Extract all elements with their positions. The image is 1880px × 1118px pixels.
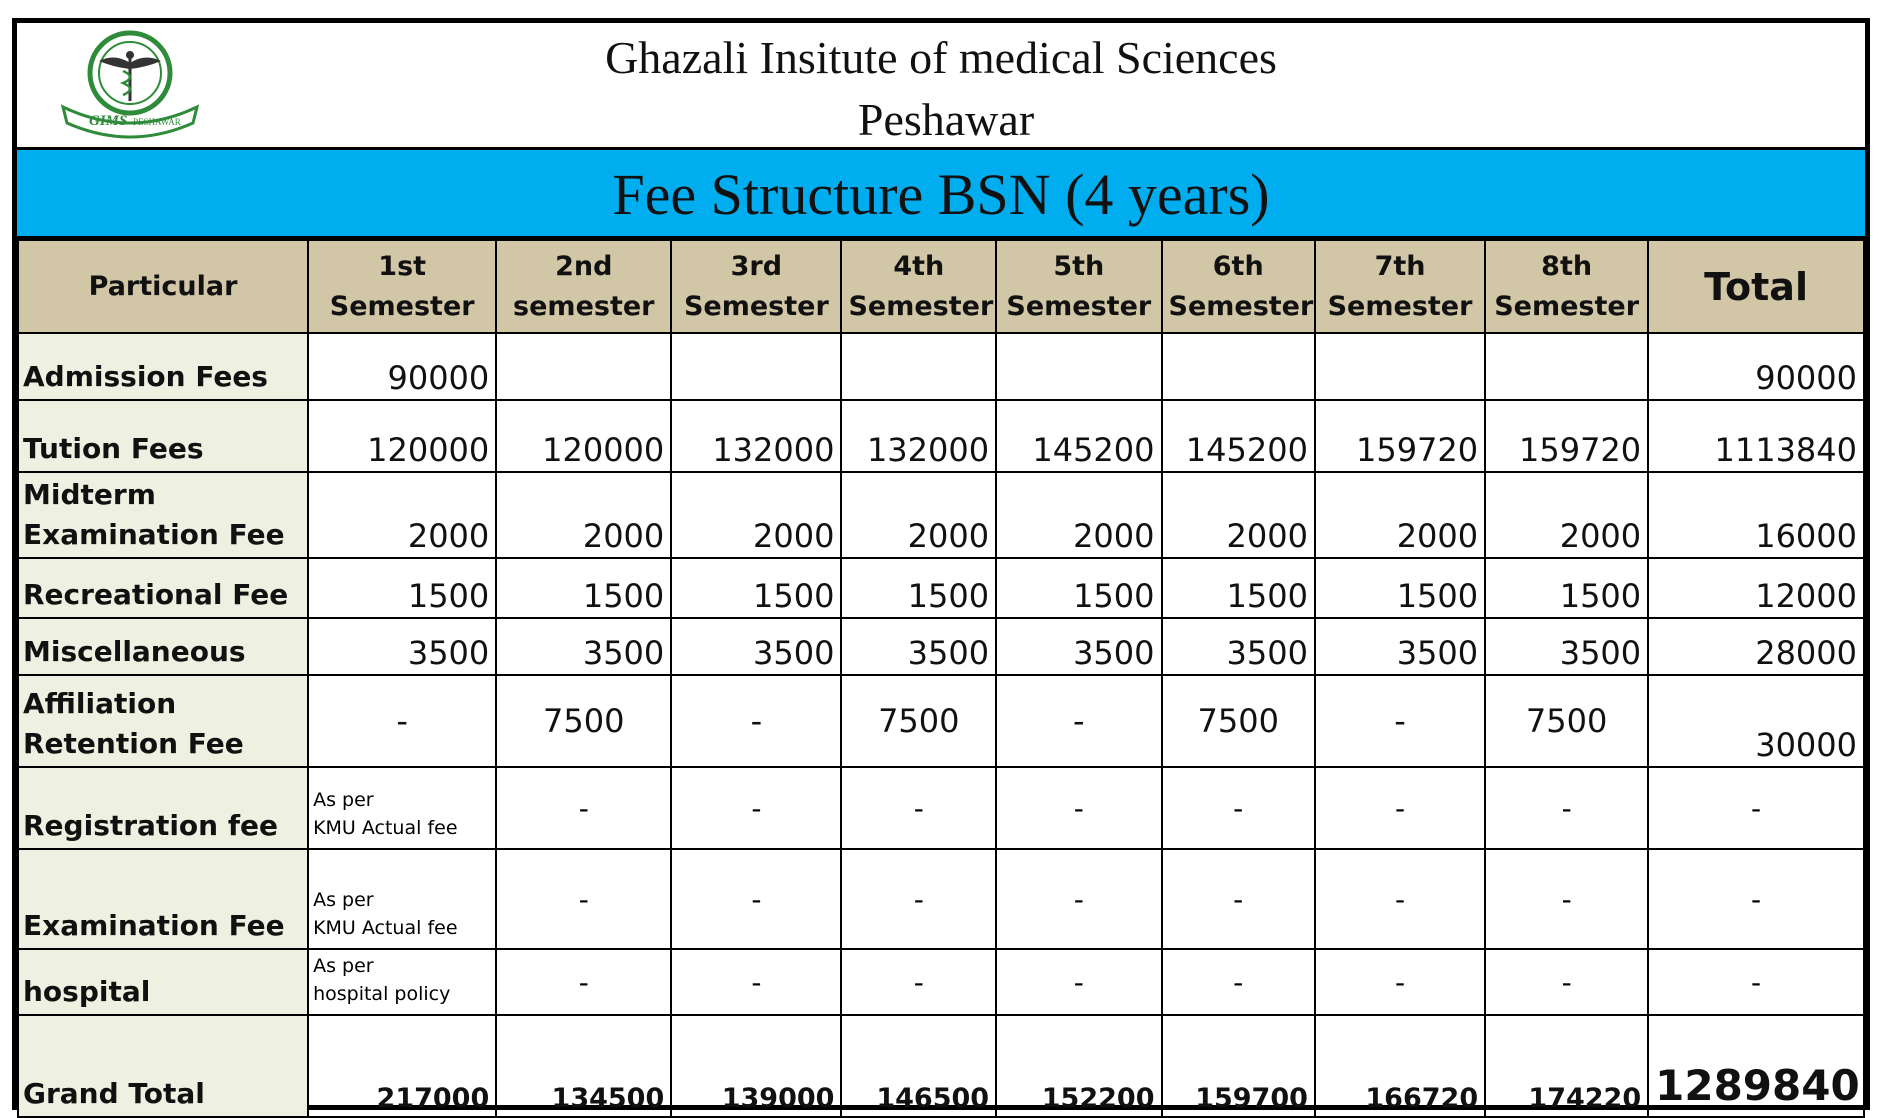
dash-cell: - — [996, 949, 1161, 1015]
table-row — [18, 767, 1864, 849]
value-cell: 152200 — [996, 1015, 1161, 1117]
row-label: Admission Fees — [18, 333, 308, 400]
dash-cell: - — [996, 767, 1161, 849]
value-cell: 2000 — [1315, 472, 1485, 558]
row-label: Tution Fees — [18, 400, 308, 472]
institute-line2: Peshawar — [857, 94, 1035, 145]
dash-cell: - — [996, 849, 1161, 949]
dash-cell: - — [1648, 849, 1864, 949]
row-label: Examination Fee — [18, 849, 308, 949]
table-row — [18, 400, 1864, 472]
value-cell: 1500 — [1315, 558, 1485, 618]
value-cell — [496, 333, 671, 400]
value-cell: 1500 — [308, 558, 496, 618]
dash-cell: - — [1162, 949, 1315, 1015]
value-cell: 159720 — [1315, 400, 1485, 472]
total-cell: 16000 — [1648, 472, 1864, 558]
column-header-sem3: 3rd Semester — [671, 240, 841, 333]
value-cell: 132000 — [671, 400, 841, 472]
institute-line1: Ghazali Insitute of medical Sciences — [605, 32, 1277, 83]
value-cell: 2000 — [1162, 472, 1315, 558]
value-cell: 146500 — [841, 1015, 996, 1117]
value-cell: 3500 — [308, 618, 496, 675]
value-cell: 3500 — [671, 618, 841, 675]
table-row — [18, 949, 1864, 1015]
value-cell: 7500 — [1162, 675, 1315, 767]
value-cell: 166720 — [1315, 1015, 1485, 1117]
value-cell: 2000 — [496, 472, 671, 558]
total-cell: 1289840 — [1648, 1015, 1864, 1117]
note-cell: As per KMU Actual fee — [308, 767, 496, 849]
value-cell: 134500 — [496, 1015, 671, 1117]
value-cell: 1500 — [841, 558, 996, 618]
value-cell: - — [671, 675, 841, 767]
row-label: hospital — [18, 949, 308, 1015]
fee-document — [12, 18, 1870, 1114]
column-header-particular: Particular — [18, 240, 308, 333]
note-cell: As per KMU Actual fee — [308, 849, 496, 949]
value-cell: 132000 — [841, 400, 996, 472]
value-cell: 145200 — [1162, 400, 1315, 472]
value-cell — [1485, 333, 1648, 400]
dash-cell: - — [496, 767, 671, 849]
dash-cell: - — [841, 849, 996, 949]
column-header-sem2: 2nd semester — [496, 240, 671, 333]
value-cell: 139000 — [671, 1015, 841, 1117]
table-row — [18, 1015, 1864, 1117]
value-cell: 1500 — [996, 558, 1161, 618]
dash-cell: - — [841, 767, 996, 849]
row-label: Midterm Examination Fee — [18, 472, 308, 558]
note-cell: As per hospital policy — [308, 949, 496, 1015]
value-cell: 3500 — [1485, 618, 1648, 675]
dash-cell: - — [1162, 767, 1315, 849]
row-label: Recreational Fee — [18, 558, 308, 618]
table-row — [18, 558, 1864, 618]
institute-name — [317, 27, 1565, 151]
value-cell: 3500 — [841, 618, 996, 675]
value-cell: 90000 — [308, 333, 496, 400]
value-cell: 159720 — [1485, 400, 1648, 472]
fee-table-body — [18, 333, 1864, 1117]
column-header-sem4: 4th Semester — [841, 240, 996, 333]
dash-cell: - — [1648, 767, 1864, 849]
total-cell: 90000 — [1648, 333, 1864, 400]
value-cell: 120000 — [308, 400, 496, 472]
table-row — [18, 333, 1864, 400]
value-cell: 3500 — [996, 618, 1161, 675]
column-header-sem1: 1st Semester — [308, 240, 496, 333]
value-cell: 1500 — [671, 558, 841, 618]
value-cell — [1162, 333, 1315, 400]
value-cell: - — [996, 675, 1161, 767]
total-cell: 28000 — [1648, 618, 1864, 675]
value-cell: 217000 — [308, 1015, 496, 1117]
value-cell: 2000 — [841, 472, 996, 558]
dash-cell: - — [1315, 767, 1485, 849]
fee-structure-title: Fee Structure BSN (4 years) — [612, 162, 1270, 227]
logo-city: PESHAWAR — [133, 117, 181, 127]
value-cell: 2000 — [308, 472, 496, 558]
value-cell: - — [308, 675, 496, 767]
row-label: Grand Total — [18, 1015, 308, 1117]
gims-logo — [55, 27, 205, 145]
table-row — [18, 675, 1864, 767]
value-cell: - — [1315, 675, 1485, 767]
column-header-sem6: 6th Semester — [1162, 240, 1315, 333]
dash-cell: - — [671, 849, 841, 949]
value-cell — [841, 333, 996, 400]
dash-cell: - — [841, 949, 996, 1015]
value-cell: 2000 — [996, 472, 1161, 558]
dash-cell: - — [496, 849, 671, 949]
dash-cell: - — [1485, 849, 1648, 949]
dash-cell: - — [1315, 949, 1485, 1015]
value-cell: 145200 — [996, 400, 1161, 472]
fee-table — [17, 239, 1865, 1118]
column-header-sem7: 7th Semester — [1315, 240, 1485, 333]
table-row — [18, 472, 1864, 558]
value-cell: 120000 — [496, 400, 671, 472]
dash-cell: - — [1648, 949, 1864, 1015]
value-cell: 7500 — [496, 675, 671, 767]
dash-cell: - — [1485, 949, 1648, 1015]
value-cell: 7500 — [1485, 675, 1648, 767]
value-cell — [671, 333, 841, 400]
row-label: Registration fee — [18, 767, 308, 849]
table-row — [18, 849, 1864, 949]
dash-cell: - — [1162, 849, 1315, 949]
dash-cell: - — [1485, 767, 1648, 849]
value-cell: 1500 — [1162, 558, 1315, 618]
value-cell: 1500 — [496, 558, 671, 618]
value-cell: 3500 — [496, 618, 671, 675]
value-cell: 2000 — [1485, 472, 1648, 558]
value-cell — [1315, 333, 1485, 400]
row-label: Miscellaneous — [18, 618, 308, 675]
column-header-sem8: 8th Semester — [1485, 240, 1648, 333]
column-header-sem5: 5th Semester — [996, 240, 1161, 333]
value-cell: 3500 — [1162, 618, 1315, 675]
table-row — [18, 618, 1864, 675]
dash-cell: - — [1315, 849, 1485, 949]
document-header — [17, 23, 1865, 147]
value-cell: 1500 — [1485, 558, 1648, 618]
total-cell: 12000 — [1648, 558, 1864, 618]
value-cell: 174220 — [1485, 1015, 1648, 1117]
total-cell: 30000 — [1648, 675, 1864, 767]
dash-cell: - — [671, 767, 841, 849]
value-cell: 7500 — [841, 675, 996, 767]
dash-cell: - — [671, 949, 841, 1015]
value-cell — [996, 333, 1161, 400]
row-label: Affiliation Retention Fee — [18, 675, 308, 767]
dash-cell: - — [496, 949, 671, 1015]
value-cell: 2000 — [671, 472, 841, 558]
total-cell: 1113840 — [1648, 400, 1864, 472]
title-banner — [17, 147, 1865, 239]
value-cell: 3500 — [1315, 618, 1485, 675]
column-header-total: Total — [1648, 240, 1864, 333]
header-row — [18, 240, 1864, 333]
value-cell: 159700 — [1162, 1015, 1315, 1117]
logo-abbr: GIMS — [89, 113, 128, 129]
